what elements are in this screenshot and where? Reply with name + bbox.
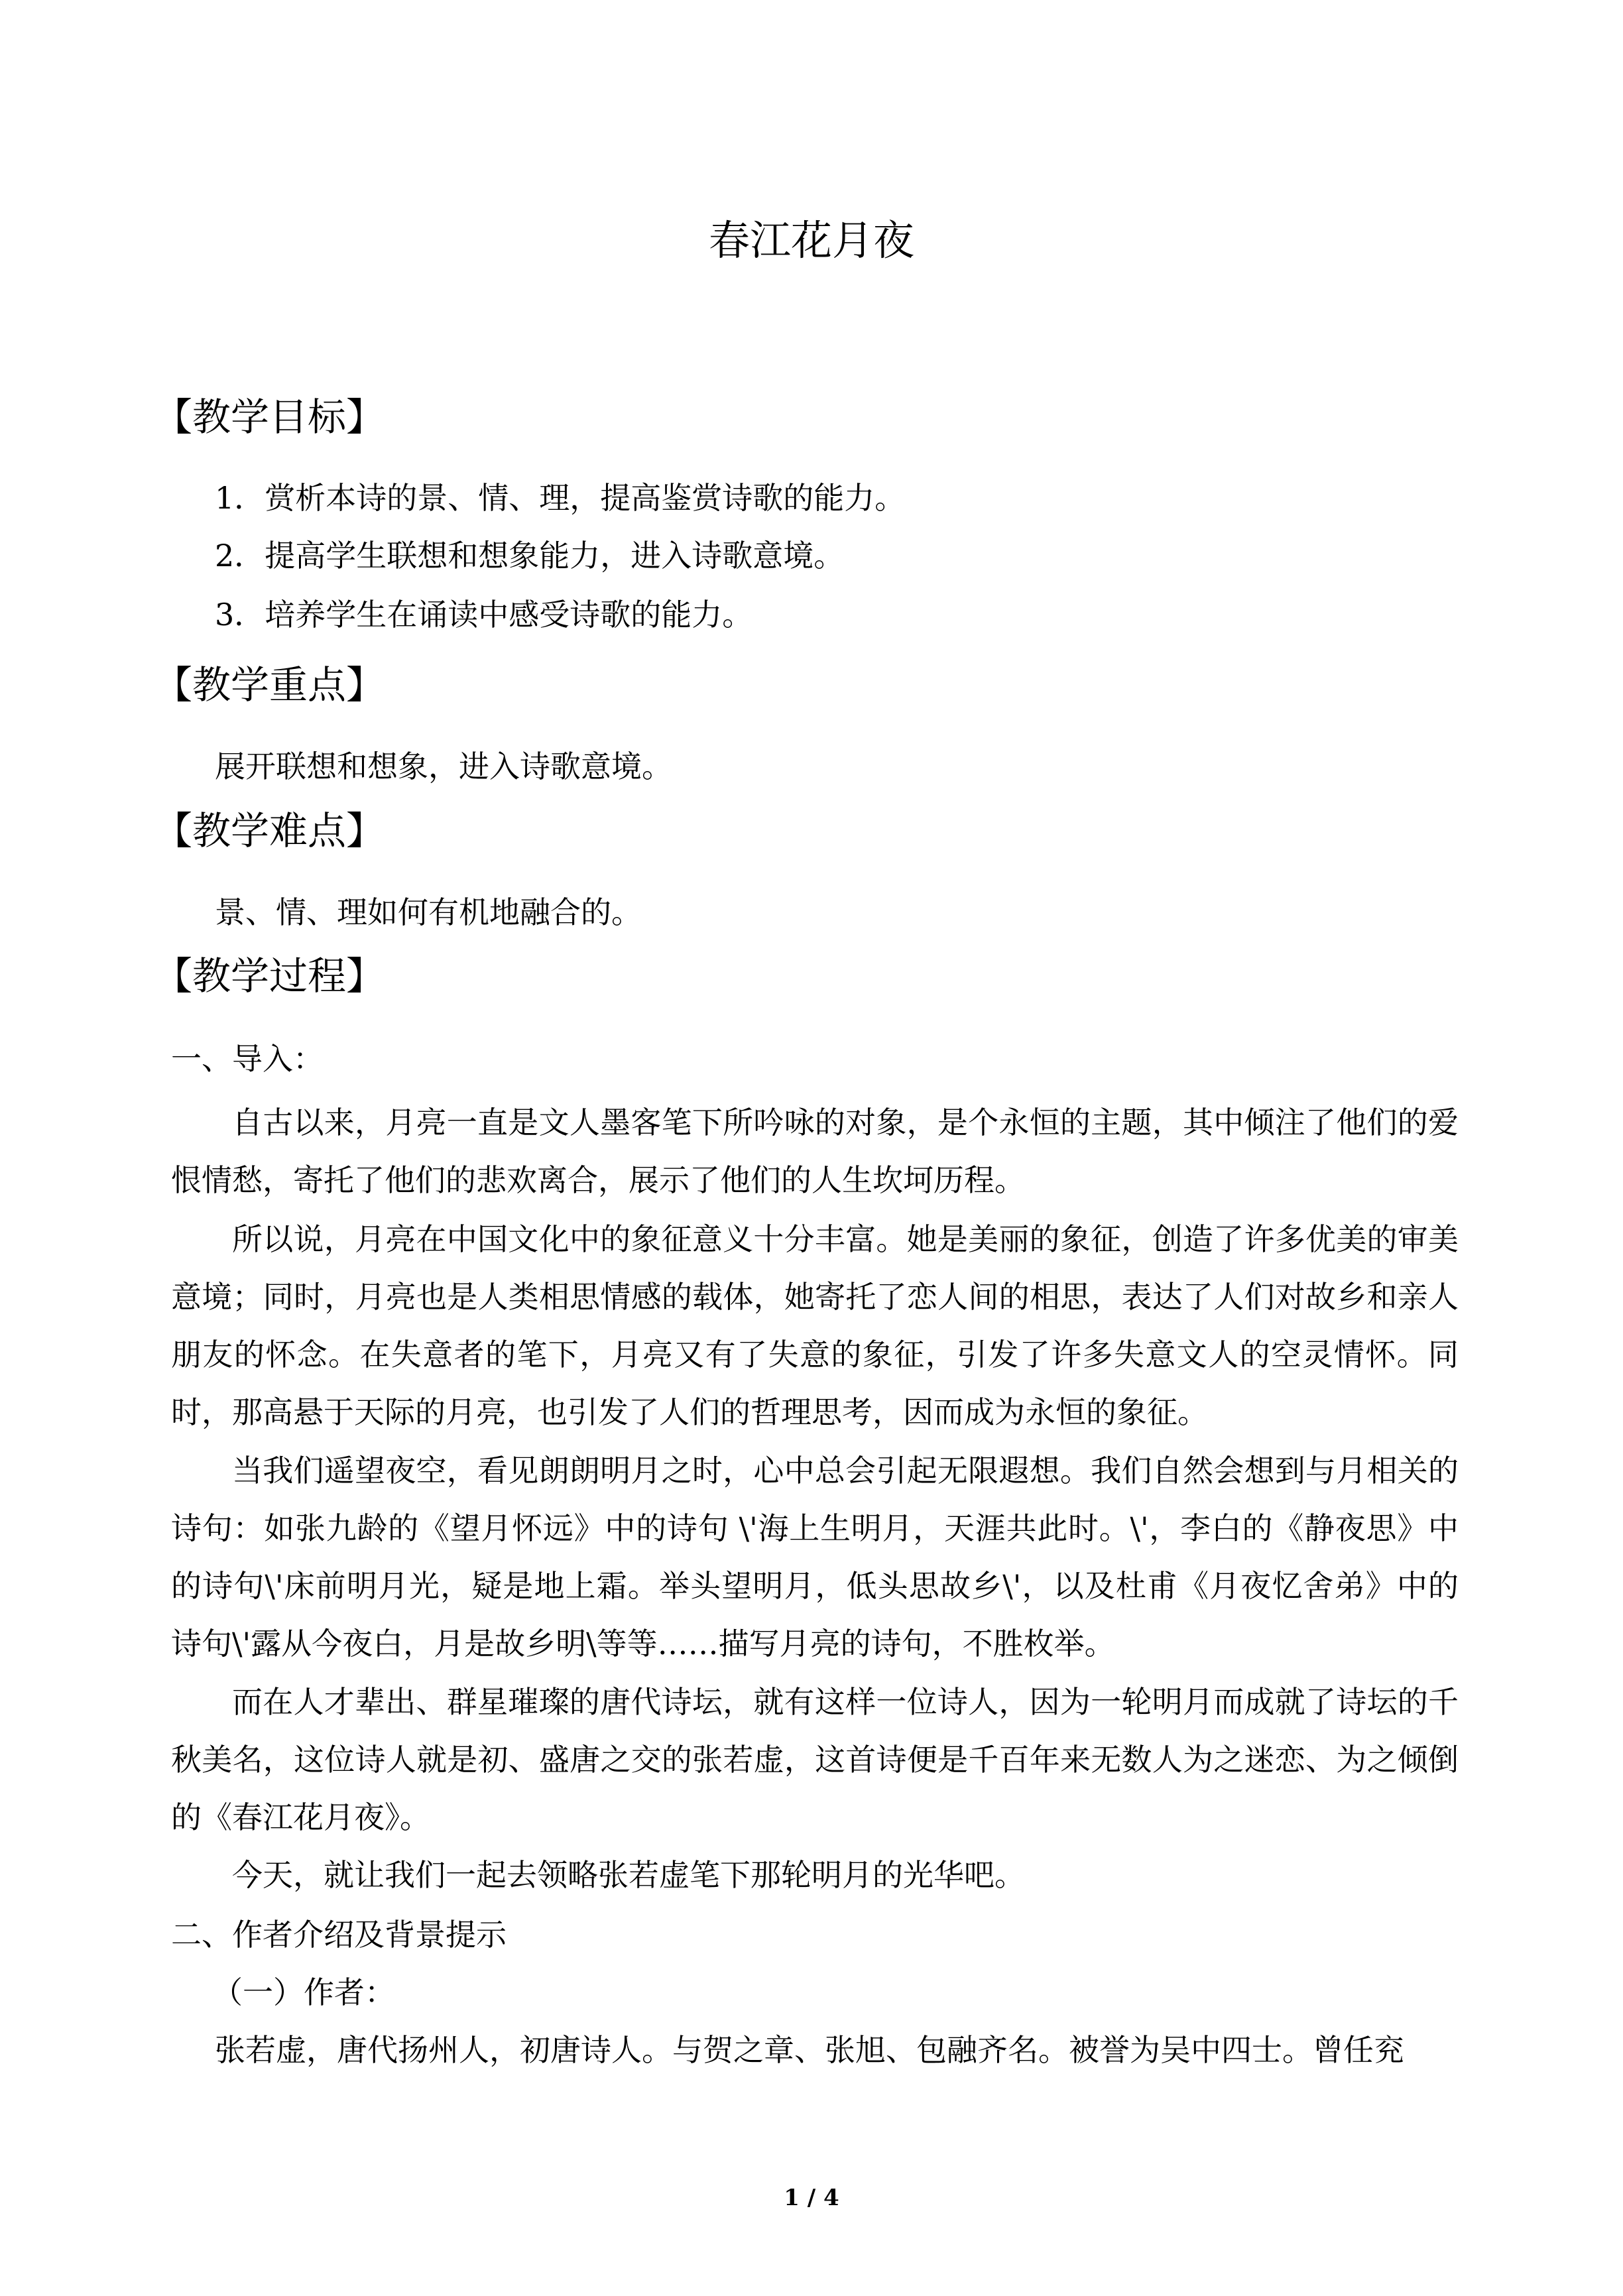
part2-title: 二、作者介绍及背景提示: [171, 1917, 507, 1953]
objective-item-3: 3．培养学生在诵读中感受诗歌的能力。: [215, 597, 753, 633]
intro-paragraph-2: 所以说，月亮在中国文化中的象征意义十分丰富。她是美丽的象征，创造了许多优美的审美意境；同时，月亮也是人类相思情感的载体，她寄托了恋人间的相思，表达了人们对故乡和亲人朋友的怀念。在失意者的笔下，月亮又有了失意的象征，引发了许多失意文人的空灵情怀。同时，那高悬于天际的月亮，也引发了人们的哲理思考，因而成为永恒的象征。: [171, 1221, 1459, 1430]
intro-paragraph-4: 而在人才辈出、群星璀璨的唐代诗坛，就有这样一位诗人，因为一轮明月而成就了诗坛的千秋美名，这位诗人就是初、盛唐之交的张若虚，这首诗便是千百年来无数人为之迷恋、为之倾倒的《春江花月夜》。: [171, 1684, 1459, 1835]
objective-item-2: 2．提高学生联想和想象能力，进入诗歌意境。: [215, 538, 845, 574]
intro-paragraph-5: 今天，就让我们一起去领略张若虚笔下那轮明月的光华吧。: [232, 1857, 1025, 1893]
objective-item-1: 1．赏析本诗的景、情、理，提高鉴赏诗歌的能力。: [215, 480, 906, 516]
document-title: 春江花月夜: [708, 216, 914, 265]
intro-paragraph-1: 自古以来，月亮一直是文人墨客笔下所吟咏的对象，是个永恒的主题，其中倾注了他们的爱恨情愁，寄托了他们的悲欢离合，展示了他们的人生坎坷历程。: [171, 1105, 1459, 1198]
key-points-text: 展开联想和想象，进入诗歌意境。: [215, 749, 672, 784]
part1-title: 一、导入：: [171, 1041, 324, 1077]
heading-objectives: 【教学目标】: [154, 394, 385, 440]
part2-subtitle: （一）作者：: [212, 1974, 395, 2010]
intro-paragraph-3: 当我们遥望夜空，看见朗朗明月之时，心中总会引起无限遐想。我们自然会想到与月相关的诗句：如张九龄的《望月怀远》中的诗句 \'海上生明月，天涯共此时。\'，李白的《静夜思》中的诗句\'床前明月光，疑是地上霜。举头望明月，低头思故乡\'，以及杜甫《月夜忆舍弟》中的诗句\'露从今夜白，月是故乡明\等等……描写月亮的诗句，不胜枚举。: [171, 1453, 1459, 1662]
heading-process: 【教学过程】: [154, 953, 385, 998]
heading-difficulties: 【教学难点】: [154, 808, 385, 853]
page-number: 1 / 4: [784, 2185, 839, 2211]
difficulties-text: 景、情、理如何有机地融合的。: [215, 894, 642, 930]
heading-key-points: 【教学重点】: [154, 662, 385, 707]
author-paragraph: 张若虚，唐代扬州人，初唐诗人。与贺之章、张旭、包融齐名。被誉为吴中四士。曾任兖: [215, 2032, 1404, 2068]
